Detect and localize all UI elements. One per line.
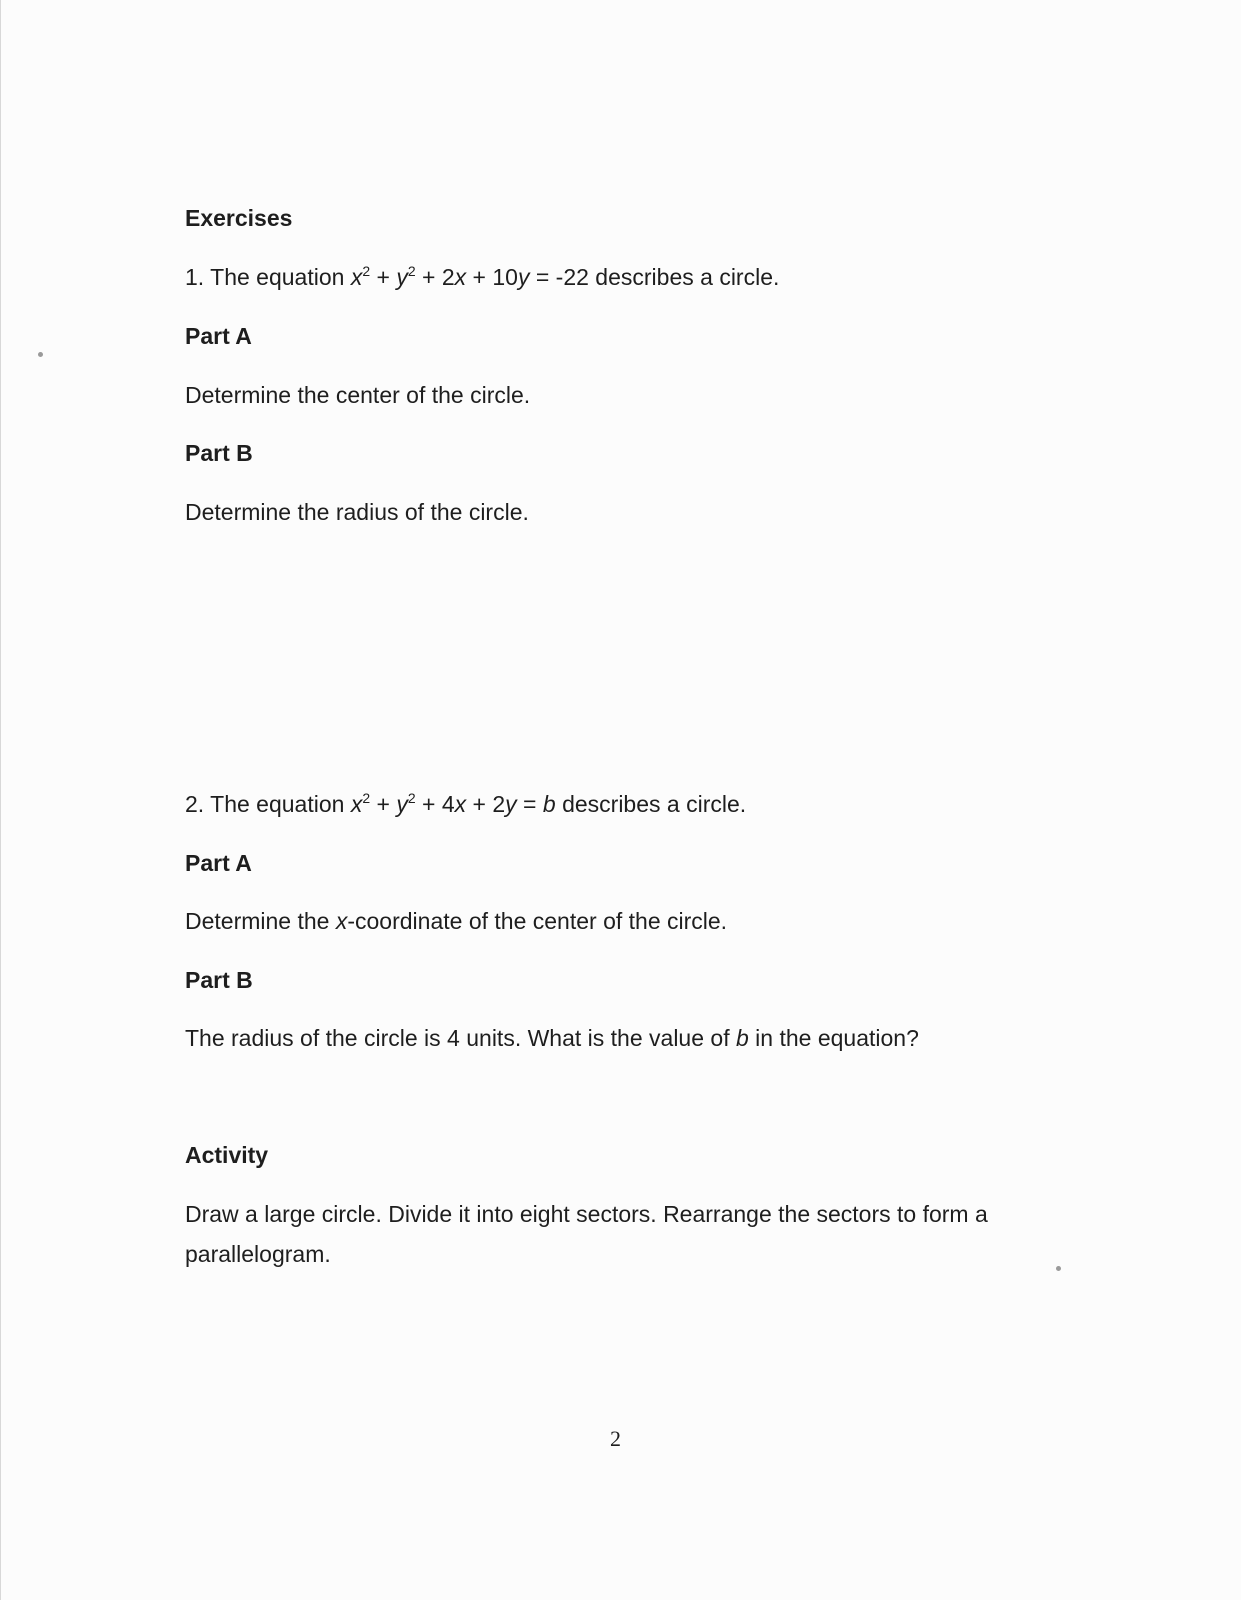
q2-var: y — [396, 791, 408, 817]
q2-part-a-label: Part A — [185, 850, 252, 876]
q1-rhs: = -22 — [529, 264, 589, 290]
q1-exponent: 2 — [407, 263, 416, 279]
q2-part-b-var: b — [735, 1025, 749, 1051]
q2-part-b-post: in the equation? — [748, 1025, 919, 1051]
q1-exponent: 2 — [362, 263, 371, 279]
q2-op: + — [370, 791, 397, 817]
q1-part-b-text: Determine the radius of the circle. — [185, 499, 529, 525]
q1-term: + 2 — [415, 264, 455, 290]
q1-var: x — [350, 264, 363, 290]
scan-speck — [38, 352, 43, 357]
q2-part-a-post: -coordinate of the center of the circle. — [347, 908, 728, 934]
q2-part-b-pre: The radius of the circle is 4 units. What is the value of — [185, 1025, 736, 1051]
q1-var: y — [396, 264, 408, 290]
q1-var: y — [517, 264, 530, 290]
activity-text: Draw a large circle. Divide it into eight sectors. Rearrange the sectors to form a parallelogram. — [185, 1201, 988, 1267]
q2-exponent: 2 — [407, 790, 416, 806]
question-1 — [185, 262, 779, 292]
scan-speck — [1056, 1266, 1061, 1271]
q2-var: b — [542, 791, 556, 817]
q2-part-a-text — [185, 906, 727, 936]
q2-var: x — [454, 791, 467, 817]
q2-part-b-label: Part B — [185, 967, 253, 993]
q1-op: + — [370, 264, 397, 290]
q1-part-a-text: Determine the center of the circle. — [185, 382, 531, 408]
q2-term: + 4 — [415, 791, 455, 817]
q2-exponent: 2 — [362, 790, 371, 806]
q1-part-b-label: Part B — [185, 440, 253, 466]
question-2 — [185, 789, 746, 819]
q1-var: x — [454, 264, 467, 290]
activity-heading: Activity — [185, 1142, 269, 1168]
exercises-heading: Exercises — [185, 205, 293, 231]
q2-part-b-text — [185, 1023, 919, 1053]
scan-edge — [0, 0, 1, 1600]
q2-prefix: 2. The equation — [185, 791, 351, 817]
q1-term: + 10 — [466, 264, 518, 290]
q1-suffix: describes a circle. — [588, 264, 780, 290]
q2-term: + 2 — [466, 791, 506, 817]
q2-part-a-pre: Determine the — [185, 908, 336, 934]
q2-var: x — [350, 791, 363, 817]
page-number: 2 — [610, 1426, 621, 1451]
q2-suffix: describes a circle. — [555, 791, 747, 817]
q2-var: y — [505, 791, 517, 817]
q1-part-a-label: Part A — [185, 323, 252, 349]
q2-equals: = — [516, 791, 543, 817]
q1-prefix: 1. The equation — [185, 264, 351, 290]
q2-part-a-var: x — [335, 908, 348, 934]
